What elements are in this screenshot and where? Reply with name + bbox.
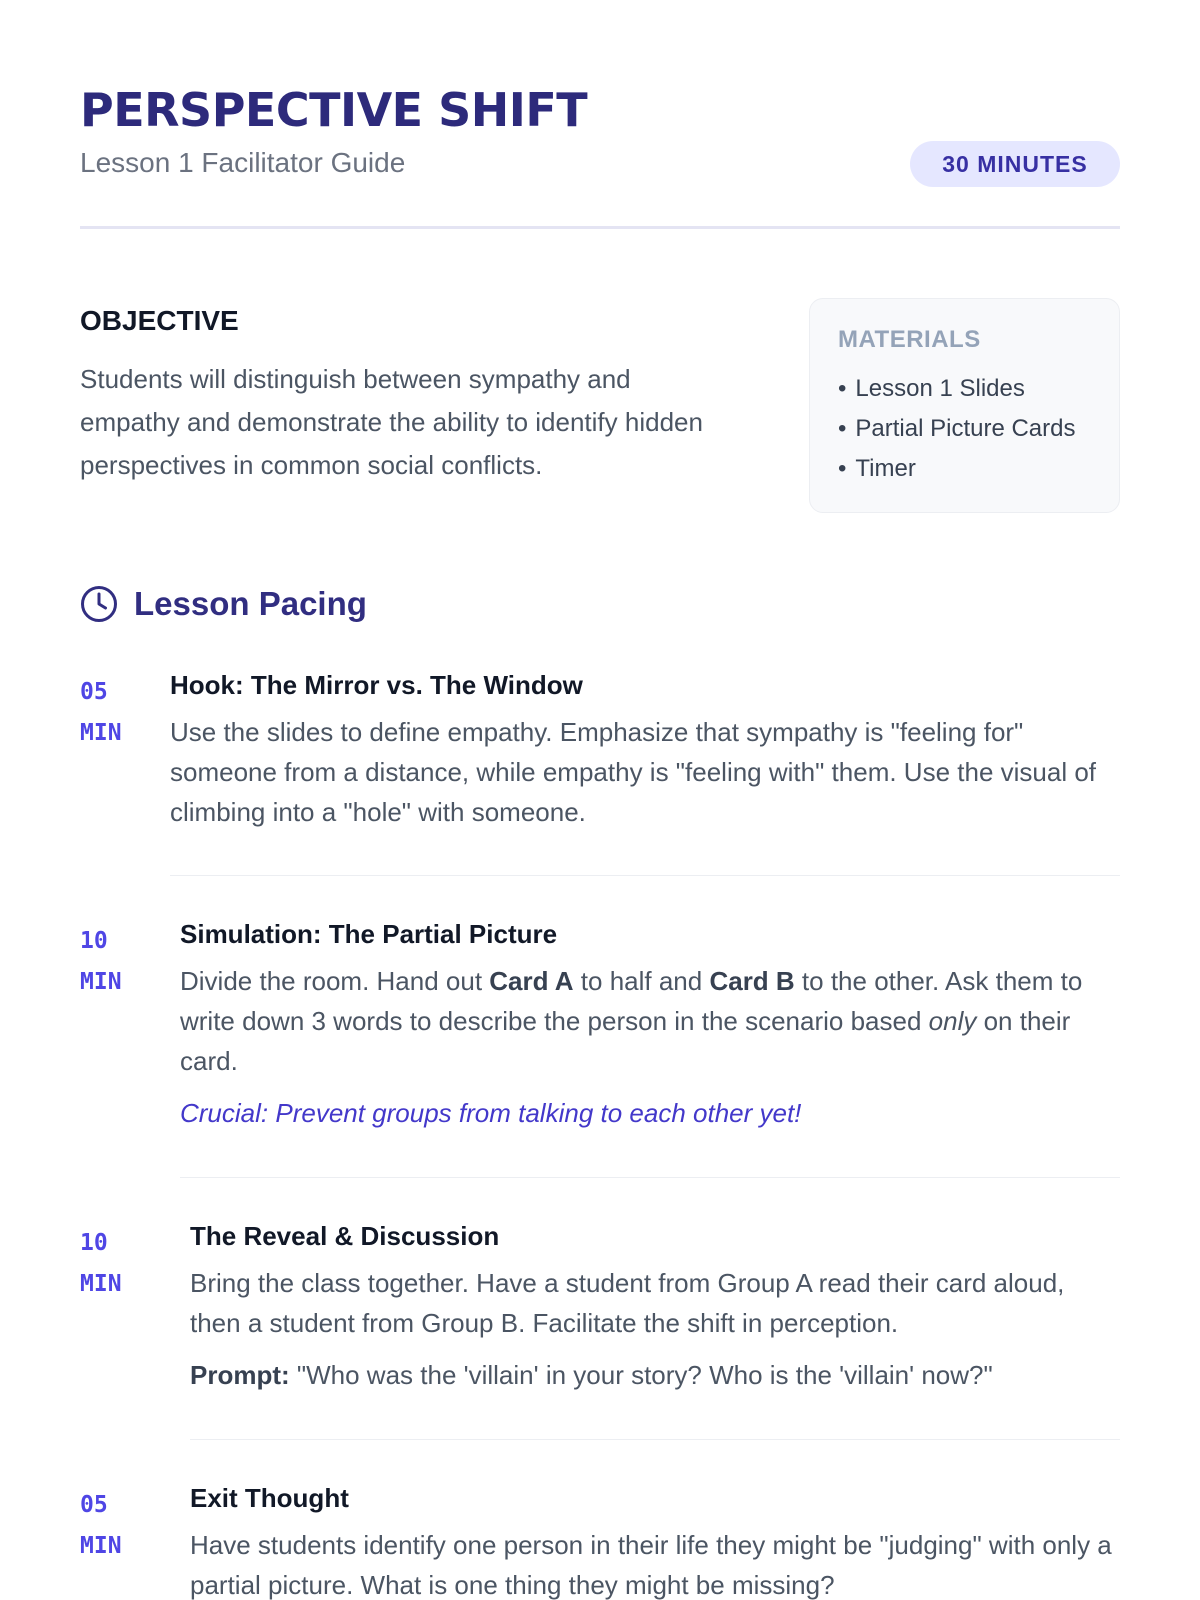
prompt-label: Prompt: — [190, 1360, 290, 1390]
step-unit: MIN — [80, 1271, 122, 1297]
materials-card — [809, 298, 1120, 513]
text-segment: to the other. Ask them to write down 3 words to describe the person in the scenario based — [180, 966, 1083, 1036]
step-minutes: 05 — [80, 679, 108, 705]
step-body — [170, 668, 1120, 832]
emphasis-text: only — [928, 1006, 977, 1036]
text-segment: on their card. — [180, 1006, 1071, 1076]
prompt-text: "Who was the 'villain' in your story? Who is the 'villain' now?" — [289, 1360, 993, 1390]
text-segment: to half and — [573, 966, 710, 996]
facilitator-guide — [80, 0, 1120, 1600]
step-unit: MIN — [80, 720, 122, 746]
objective-text: Students will distinguish between sympathy and empathy and demonstrate the ability to identify hidden perspectives in common social conflicts. — [80, 364, 703, 480]
step-body — [190, 1219, 1120, 1395]
step-note: Crucial: Prevent groups from talking to each other yet! — [180, 1098, 802, 1128]
duration-badge: 30 MINUTES — [910, 141, 1120, 187]
step-divider — [180, 1177, 1120, 1178]
step-divider — [190, 1439, 1120, 1440]
step-divider — [170, 875, 1120, 876]
step-title: Hook: The Mirror vs. The Window — [170, 670, 583, 700]
text-segment: Divide the room. Hand out — [180, 966, 490, 996]
step-text: Use the slides to define empathy. Emphasize that sympathy is "feeling for" someone from a distance, while empathy is "feeling with" them. Use the visual of climbing into a "hole" with someone. — [170, 717, 1097, 827]
objective-heading: OBJECTIVE — [80, 305, 239, 336]
header-divider — [80, 226, 1120, 229]
step-unit: MIN — [80, 1533, 122, 1559]
step-prompt — [190, 1355, 1120, 1395]
materials-item: • Timer — [838, 449, 1091, 489]
step-body — [190, 1481, 1120, 1600]
step-body — [180, 917, 1120, 1133]
step-minutes: 05 — [80, 1492, 108, 1518]
step-text: Bring the class together. Have a student from Group A read their card aloud, then a student from Group B. Facilitate the shift in perception. — [190, 1268, 1065, 1338]
pacing-title: Lesson Pacing — [134, 585, 367, 622]
page-subtitle: Lesson 1 Facilitator Guide — [80, 147, 406, 178]
clock-icon — [80, 585, 118, 623]
step-duration — [80, 1485, 150, 1567]
step-minutes: 10 — [80, 1230, 108, 1256]
card-a-label: Card A — [489, 966, 574, 996]
materials-heading: MATERIALS — [838, 326, 981, 353]
materials-item: • Partial Picture Cards — [838, 409, 1091, 449]
step-title: Exit Thought — [190, 1483, 349, 1513]
step-duration — [80, 672, 150, 754]
page-title: PERSPECTIVE SHIFT — [80, 83, 588, 137]
step-title: The Reveal & Discussion — [190, 1221, 500, 1251]
step-text: Have students identify one person in their life they might be "judging" with only a partial picture. What is one thing they might be missing? — [190, 1530, 1112, 1600]
step-text — [180, 961, 1120, 1081]
step-minutes: 10 — [80, 928, 108, 954]
step-duration — [80, 1223, 150, 1305]
materials-list — [838, 369, 1091, 489]
step-unit: MIN — [80, 969, 122, 995]
card-b-label: Card B — [709, 966, 795, 996]
pacing-header — [80, 584, 367, 624]
step-title: Simulation: The Partial Picture — [180, 919, 558, 949]
step-duration — [80, 921, 150, 1003]
materials-item: • Lesson 1 Slides — [838, 369, 1091, 409]
